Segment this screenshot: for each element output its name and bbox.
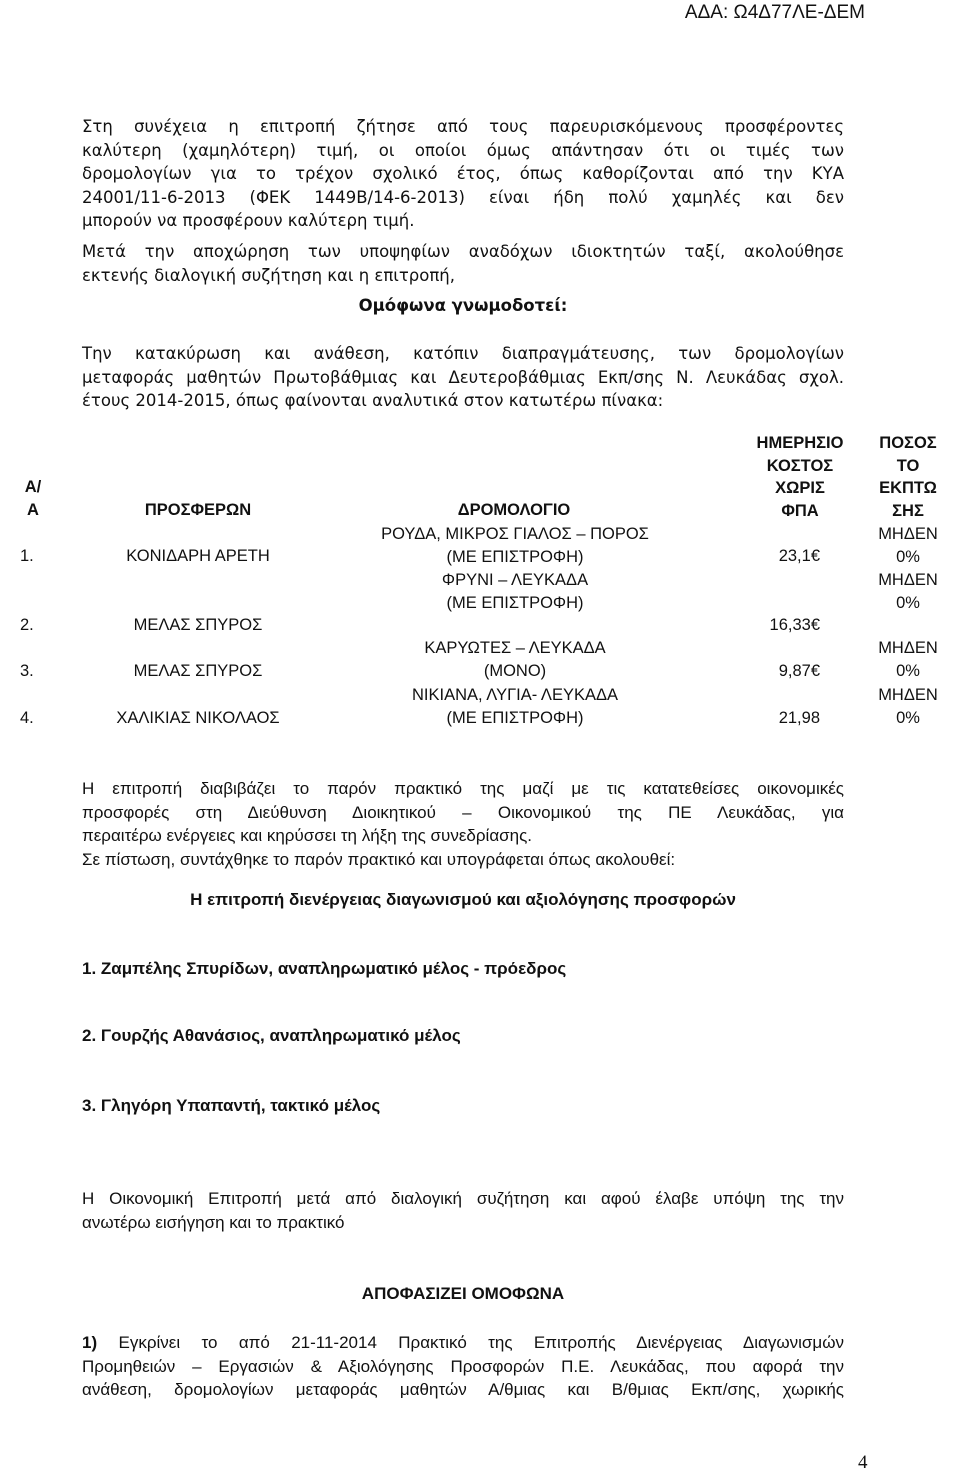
text-line: καλύτερη (χαμηλότερη) τιμή, οι οποίοι όμως απάντησαν ότι οι τιμές των <box>82 140 844 160</box>
text-line: Προμηθειών – Εργασιών & Αξιολόγησης Προσφορών Π.Ε. Λευκάδας, που αφορά την <box>82 1356 844 1376</box>
header-aa: Α/ Α <box>24 478 42 519</box>
paragraph-request-better-price <box>82 115 844 233</box>
text-line: Η επιτροπή διαβιβάζει το παρόν πρακτικό της μαζί με τις κατατεθείσες οικονομικές <box>82 779 844 798</box>
row-number: 3. <box>20 662 34 680</box>
row-number: 4. <box>20 709 34 727</box>
text-line: Την κατακύρωση και ανάθεση, κατόπιν διαπραγμάτευσης, των δρομολογίων <box>82 344 844 363</box>
text-line: ανωτέρω εισήγηση και το πρακτικό <box>82 1212 345 1232</box>
text-line: μεταφοράς μαθητών Πρωτοβάθμιας και Δευτεροβάθμιας Εκπ/σης Ν. Λευκάδας σχολ. <box>82 367 844 387</box>
row-cost: 9,87€ <box>778 662 820 680</box>
text-line: Η Οικονομική Επιτροπή μετά από διαλογική συζήτηση και αφού έλαβε υπόψη της την <box>82 1189 844 1208</box>
committee-title: Η επιτροπή διενέργειας διαγωνισμού και αξιολόγησης προσφορών <box>190 890 736 909</box>
text-line: Σε πίστωση, συντάχθηκε το παρόν πρακτικό και υπογράφεται όπως ακολουθεί: <box>82 849 676 869</box>
decision-heading: ΑΠΟΦΑΣΙΖΕΙ ΟΜΟΦΩΝΑ <box>361 1284 565 1303</box>
row-route: ΚΑΡΥΩΤΕΣ – ΛΕΥΚΑΔΑ (ΜΟΝΟ) <box>424 639 606 680</box>
row-cost: 21,98 <box>778 709 820 727</box>
text-line: περαιτέρω ενέργειες και κηρύσσει τη λήξη της συνεδρίασης. <box>82 826 533 845</box>
paragraph-decision <box>82 1331 844 1402</box>
header-discount: ΠΟΣΟΣ ΤΟ ΕΚΠΤΩ ΣΗΣ <box>879 434 937 520</box>
text-line: εκτενής διαλογική συζήτηση και η επιτροπή, <box>82 265 455 285</box>
text-line: 24001/11-6-2013 (ΦΕΚ 1449Β/14-6-2013) είναι ήδη πολύ χαμηλές και δεν <box>82 187 844 207</box>
row-number: 2. <box>20 616 34 634</box>
unanimous-opinion-heading: Ομόφωνα γνωμοδοτεί: <box>358 296 568 315</box>
member-1: 1. Ζαμπέλης Σπυρίδων, αναπληρωματικό μέλος - πρόεδρος <box>82 959 567 978</box>
text-line: 1) Εγκρίνει το από 21-11-2014 Πρακτικό της Επιτροπής Διενέργειας Διαγωνισμών <box>82 1333 844 1352</box>
page-number: 4 <box>858 1452 868 1473</box>
text-line: δρομολογίων για το τρέχον σχολικό έτος, όπως καθορίζονται από την ΚΥΑ <box>82 164 844 183</box>
row-discount: ΜΗΔΕΝ 0% <box>878 525 938 566</box>
row-bidder: ΜΕΛΑΣ ΣΠΥΡΟΣ <box>133 662 263 680</box>
row-bidder: ΧΑΛΙΚΙΑΣ ΝΙΚΟΛΑΟΣ <box>116 709 280 727</box>
row-route: ΦΡΥΝΙ – ΛΕΥΚΑΔΑ (ΜΕ ΕΠΙΣΤΡΟΦΗ) <box>441 571 589 612</box>
text-line: Στη συνέχεια η επιτροπή ζήτησε από τους παρευρισκόμενους προσφέροντες <box>82 117 844 136</box>
text-line: προσφορές στη Διεύθυνση Διοικητικού – Οικονομικού της ΠΕ Λευκάδας, για <box>82 802 844 822</box>
row-route: ΝΙΚΙΑΝΑ, ΛΥΓΙΑ- ΛΕΥΚΑΔΑ (ΜΕ ΕΠΙΣΤΡΟΦΗ) <box>412 686 618 727</box>
row-route: ΡΟΥΔΑ, ΜΙΚΡΟΣ ΓΙΑΛΟΣ – ΠΟΡΟΣ (ΜΕ ΕΠΙΣΤΡΟΦΗ) <box>381 525 649 566</box>
text-line: έτους 2014-2015, όπως φαίνονται αναλυτικά στον κατωτέρω πίνακα: <box>82 391 664 410</box>
text-line: Μετά την αποχώρηση των υποψηφίων αναδόχων ιδιοκτητών ταξί, ακολούθησε <box>82 242 844 261</box>
header-bidder: ΠΡΟΣΦΕΡΩΝ <box>144 501 252 519</box>
header-route: ΔΡΟΜΟΛΟΓΙΟ <box>457 501 571 519</box>
row-number: 1. <box>20 547 34 565</box>
member-3: 3. Γληγόρη Υπαπαντή, τακτικό μέλος <box>82 1096 381 1115</box>
text-line: μπορούν να προσφέρουν καλύτερη τιμή. <box>82 211 415 230</box>
paragraph-discussion <box>82 240 844 287</box>
member-2: 2. Γουρζής Αθανάσιος, αναπληρωματικό μέλος <box>82 1026 461 1045</box>
paragraph-award <box>82 342 844 413</box>
row-discount: ΜΗΔΕΝ 0% <box>878 571 938 612</box>
text-line: ανάθεση, δρομολογίων μεταφοράς μαθητών Α/θμιας και Β/θμιας Εκπ/σης, χωρικής <box>82 1380 844 1399</box>
row-cost: 16,33€ <box>769 616 820 634</box>
row-cost: 23,1€ <box>778 547 820 565</box>
paragraph-forwarding <box>82 777 844 871</box>
row-bidder: ΚΟΝΙΔΑΡΗ ΑΡΕΤΗ <box>126 547 270 565</box>
row-bidder: ΜΕΛΑΣ ΣΠΥΡΟΣ <box>133 616 263 634</box>
row-discount: ΜΗΔΕΝ 0% <box>878 639 938 680</box>
header-daily-cost: ΗΜΕΡΗΣΙΟ ΚΟΣΤΟΣ ΧΩΡΙΣ ΦΠΑ <box>756 434 844 520</box>
paragraph-financial-committee <box>82 1187 844 1234</box>
decision-number: 1) <box>82 1333 98 1352</box>
ada-code: ΑΔΑ: Ω4Δ77ΛΕ-ΔΕΜ <box>684 2 865 23</box>
row-discount: ΜΗΔΕΝ 0% <box>878 686 938 727</box>
